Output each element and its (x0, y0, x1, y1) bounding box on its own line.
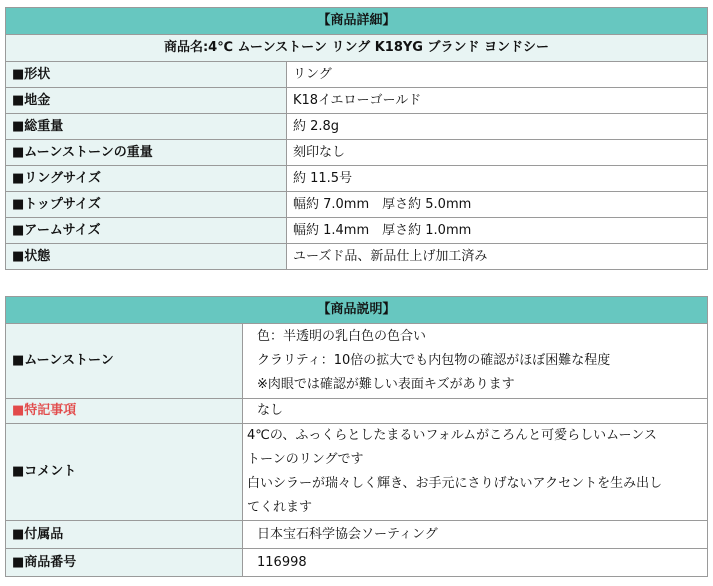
product-details-table (5, 7, 708, 270)
description-label: ■コメント (6, 424, 243, 521)
detail-row-shape (6, 62, 708, 88)
comment-line: 4℃の、ふっくらとしたまるいフォルムがころんと可愛らしいムーンス (247, 428, 657, 443)
product-description-table (5, 296, 708, 577)
detail-row-metal (6, 88, 708, 114)
detail-value: 約 2.8g (287, 114, 708, 140)
description-row-product-number (6, 549, 708, 577)
special-notes-value: なし (243, 399, 708, 424)
detail-row-stone-weight (6, 140, 708, 166)
detail-value: 約 11.5号 (287, 166, 708, 192)
moonstone-line: 色：半透明の乳白色の色合い (257, 329, 427, 344)
detail-row-arm-size (6, 218, 708, 244)
description-label: ■付属品 (6, 521, 243, 549)
product-name: 商品名:4℃ ムーンストーン リング K18YG ブランド ヨンドシー (6, 35, 708, 62)
details-header-text: 【商品詳細】 (317, 13, 396, 28)
detail-label: ■形状 (6, 62, 287, 88)
detail-label: ■トップサイズ (6, 192, 287, 218)
detail-label: ■状態 (6, 244, 287, 270)
detail-value: K18イエローゴールド (287, 88, 708, 114)
description-header-text: 【商品説明】 (317, 302, 396, 317)
detail-value: 幅約 1.4mm 厚さ約 1.0mm (287, 218, 708, 244)
detail-row-top-size (6, 192, 708, 218)
detail-row-weight (6, 114, 708, 140)
detail-value: リング (287, 62, 708, 88)
description-label: ■商品番号 (6, 549, 243, 577)
comment-line: トーンのリングです (247, 452, 364, 467)
description-row-accessories (6, 521, 708, 549)
moonstone-line: ※肉眼では確認が難しい表面キズがあります (257, 377, 515, 392)
description-row-comment (6, 424, 708, 521)
detail-label: ■リングサイズ (6, 166, 287, 192)
comment-text (243, 424, 708, 521)
detail-label: ■地金 (6, 88, 287, 114)
moonstone-line: クラリティ：10倍の拡大でも内包物の確認がほぼ困難な程度 (257, 353, 611, 368)
moonstone-details (243, 324, 708, 399)
detail-label: ■ムーンストーンの重量 (6, 140, 287, 166)
special-notes-label: ■特記事項 (6, 399, 243, 424)
detail-row-condition (6, 244, 708, 270)
detail-value: ユーズド品、新品仕上げ加工済み (287, 244, 708, 270)
accessories-value: 日本宝石科学協会ソーティング (243, 521, 708, 549)
details-header (6, 8, 708, 35)
comment-line: てくれます (247, 500, 313, 515)
comment-line: 白いシラーが瑞々しく輝き、お手元にさりげないアクセントを生み出し (247, 476, 663, 491)
detail-value: 幅約 7.0mm 厚さ約 5.0mm (287, 192, 708, 218)
detail-row-ring-size (6, 166, 708, 192)
description-row-moonstone (6, 324, 708, 399)
description-row-special (6, 399, 708, 424)
detail-value: 刻印なし (287, 140, 708, 166)
description-header (6, 297, 708, 324)
detail-label: ■アームサイズ (6, 218, 287, 244)
detail-label: ■総重量 (6, 114, 287, 140)
product-number-value: 116998 (243, 549, 708, 577)
description-label: ■ムーンストーン (6, 324, 243, 399)
